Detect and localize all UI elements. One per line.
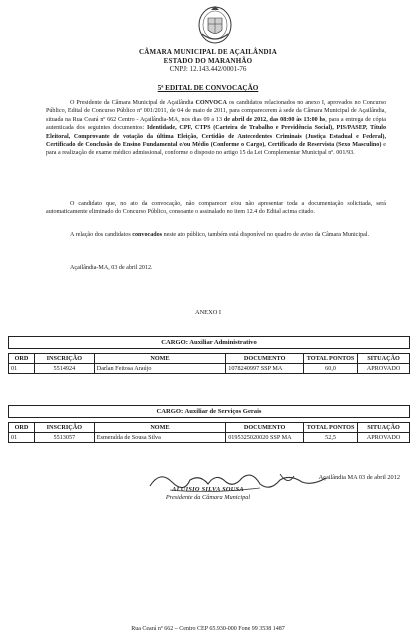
col-situacao: SITUAÇÃO bbox=[358, 354, 410, 364]
col-ord: ORD bbox=[9, 354, 35, 364]
cargo-title: CARGO: Auxiliar de Serviços Gerais bbox=[9, 406, 410, 418]
signature-date: Açailândia MA 03 de abril 2012 bbox=[318, 474, 400, 481]
col-documento: DOCUMENTO bbox=[226, 354, 304, 364]
elimination-paragraph: O candidato que, no ato da convocação, não comparecer e/ou não apresentar toda a documentação solicitada, será automaticamente eliminado do Concurso Público, consoante o assinalado no item 12.4 do Edital acima citado. bbox=[46, 201, 386, 216]
annex-title: ANEXO I bbox=[194, 309, 222, 316]
intro-paragraph: O Presidente da Câmara Municipal de Açailândia CONVOCA os candidatos relacionados no anexo I, aprovados no Concurso Público, Edital de Concurso Público nº 001/2011, de 04 de maio de 2011, para comparecerem à sede da Câmara Municipal de Açailândia, situada na Rua Ceará nº 662 Centro - Açailândia-MA, nos dias 09 a 13 de abril de 2012, das 08:00 às 13:00 hs, para a entrega de cópia autenticada dos seguintes documentos: Identidade, CPF, CTPS (Carteira de Trabalho e Previdência Social), PIS/PASEP, Título Eleitoral, Comprovante de votação da última Eleição, Certidão de Antecedentes Criminais (Justiça Estadual e Federal), Certificado de Conclusão do Ensino Fundamental e/ou Médio (Conforme o Cargo), Certificado de Reservista (Sexo Masculino) e para a realização de exame médico admissional, conforme o disposto no artigo 15 da Lei Complementar Municipal nº. 001/93. bbox=[46, 100, 387, 157]
convocation-dates: de abril de 2012, das 08:00 às 13:00 hs bbox=[223, 116, 326, 123]
cell-ord: 01 bbox=[9, 364, 35, 374]
cell-nome: Darlan Feitosa Araújo bbox=[94, 364, 225, 374]
col-documento: DOCUMENTO bbox=[226, 423, 304, 433]
document-list: Identidade, CPF, CTPS (Carteira de Trabalho e Previdência Social), PIS/PASEP, Título Eleitoral, Comprovante de votação da última Eleição, Certidão de Antecedentes Criminais (Justiça Estadual e Federal), Certificado de Conclusão do Ensino Fundamental e/ou Médio (Conforme o Cargo), Certificado de Reservista (Sexo Masculino) bbox=[46, 125, 386, 149]
org-name: CÂMARA MUNICIPAL DE AÇAILÂNDIA bbox=[139, 48, 277, 56]
cell-situacao: APROVADO bbox=[358, 364, 410, 374]
cell-total: 52,5 bbox=[304, 433, 358, 443]
date-line: Açailândia-MA, 03 de abril 2012. bbox=[70, 265, 153, 271]
table-header-row bbox=[9, 354, 410, 364]
footer-address: Rua Ceará nº 662 – Centro CEP 65.930-000 Fone 99 3538 1487 bbox=[131, 626, 285, 632]
cnpj: CNPJ: 12.143.442/0001-76 bbox=[169, 65, 247, 73]
candidates-table-administrativo bbox=[8, 336, 410, 374]
table-row bbox=[9, 364, 410, 374]
signatory-name: ALUISIO SILVA SOUSA bbox=[172, 486, 244, 493]
col-nome: NOME bbox=[94, 354, 225, 364]
col-situacao: SITUAÇÃO bbox=[358, 423, 410, 433]
cell-ord: 01 bbox=[9, 433, 35, 443]
edital-title: 5ª EDITAL DE CONVOCAÇÃO bbox=[157, 84, 259, 92]
cell-inscricao: 5514924 bbox=[34, 364, 94, 374]
signatory-role: Presidente da Câmara Municipal bbox=[165, 494, 251, 501]
col-total: TOTAL PONTOS bbox=[304, 354, 358, 364]
municipal-crest-logo bbox=[196, 4, 234, 46]
table-row bbox=[9, 433, 410, 443]
cell-situacao: APROVADO bbox=[358, 433, 410, 443]
state-name: ESTADO DO MARANHÃO bbox=[163, 57, 253, 65]
cell-total: 60,0 bbox=[304, 364, 358, 374]
cell-documento: 1078240997 SSP MA bbox=[226, 364, 304, 374]
col-inscricao: INSCRIÇÃO bbox=[34, 354, 94, 364]
candidates-table-servicos-gerais bbox=[8, 405, 410, 443]
cell-documento: 0195325020020 SSP MA bbox=[226, 433, 304, 443]
cell-inscricao: 5513057 bbox=[34, 433, 94, 443]
col-ord: ORD bbox=[9, 423, 35, 433]
cargo-title: CARGO: Auxiliar Administrativo bbox=[9, 337, 410, 349]
cell-nome: Esmeralda de Sousa Silva bbox=[94, 433, 225, 443]
col-nome: NOME bbox=[94, 423, 225, 433]
notice-paragraph: A relação dos candidatos convocados neste ato público, também está disponível no quadro de aviso da Câmara Municipal. bbox=[70, 232, 370, 238]
col-total: TOTAL PONTOS bbox=[304, 423, 358, 433]
convoca-text: CONVOCA bbox=[195, 100, 227, 106]
table-header-row bbox=[9, 423, 410, 433]
col-inscricao: INSCRIÇÃO bbox=[34, 423, 94, 433]
